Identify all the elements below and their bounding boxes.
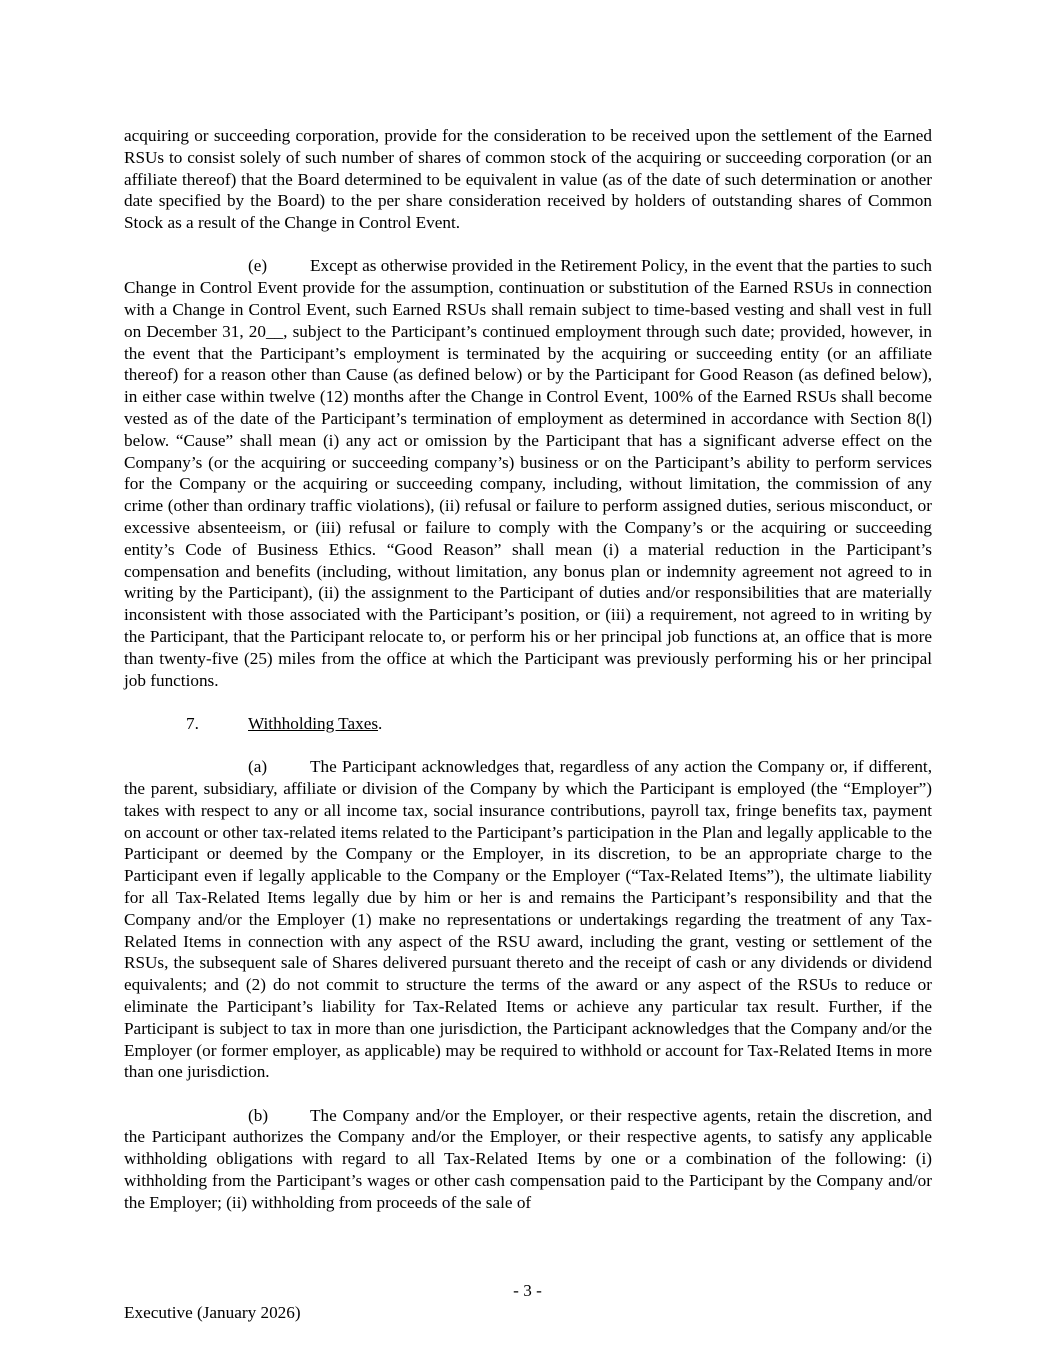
footer-label: Executive (January 2026) xyxy=(124,1303,301,1322)
section-7-heading xyxy=(124,713,932,735)
paragraph-a xyxy=(124,756,932,1083)
paragraph-a-label: (a) xyxy=(248,757,268,777)
paragraph-b-label: (b) xyxy=(248,1105,269,1125)
paragraph-e-text: Except as otherwise provided in the Retirement Policy, in the event that the parties to such Change in Control Event provide for the assumption, continuation or substitution of the Earned RSUs in connection with a Change in Control Event, such Earned RSUs shall remain subject to time-based vesting and shall vest in full on December 31, 20__, subject to the Participant’s continued employment through such date; provided, however, in the event that the Participant’s employment is terminated by the acquiring or succeeding entity (or an affiliate thereof) for a reason other than Cause (as defined below) or by the Participant for Good Reason (as defined below), in either case within twelve (12) months after the Change in Control Event, 100% of the Earned RSUs shall become vested as of the date of the Participant’s termination of employment as determined in accordance with Section 8(l) below. “Cause” shall mean (i) any act or omission by the Participant that has a significant adverse effect on the Company’s (or the acquiring or succeeding company’s) business or on the Participant’s ability to perform services for the Company or the acquiring or succeeding company, including, without limitation, the commission of any crime (other than ordinary traffic violations), (ii) refusal or failure to perform assigned duties, serious misconduct, or excessive absenteeism, or (iii) refusal or failure to comply with the Company’s or the acquiring or succeeding entity’s Code of Business Ethics. “Good Reason” shall mean (i) a material reduction in the Participant’s compensation and benefits (including, without limitation, any bonus plan or indemnity agreement not agreed to in writing by the Participant), (ii) the assignment to the Participant of duties and/or responsibilities that are materially inconsistent with those associated with the Participant’s position, or (iii) a requirement, not agreed to in writing by the Participant, that the Participant relocate to, or perform his or her principal job functions at, an office that is more than twenty-five (25) miles from the office at which the Participant was previously performing his or her principal job functions. xyxy=(124,256,932,690)
paragraph-e xyxy=(124,255,932,691)
continuation-paragraph: acquiring or succeeding corporation, provide for the consideration to be received upon the settlement of the Earned RSUs to consist solely of such number of shares of common stock of the acquiring or succeeding corporation (or an affiliate thereof) that the Board determined to be equivalent in value (as of the date of such determination or another date specified by the Board) to the per share consideration received by holders of outstanding shares of Common Stock as a result of the Change in Control Event. xyxy=(124,126,932,233)
document-body xyxy=(124,125,932,1214)
paragraph-b-text: The Company and/or the Employer, or their respective agents, retain the discretion, and the Participant authorizes the Company and/or the Employer, or their respective agents, to satisfy any applicable withholding obligations with regard to all Tax-Related Items by one or a combination of the following: (i) withholding from the Participant’s wages or other cash compensation paid to the Participant by the Company and/or the Employer; (ii) withholding from proceeds of the sale of xyxy=(124,1105,932,1212)
section-7-title-suffix: . xyxy=(378,713,383,733)
section-7-title: Withholding Taxes xyxy=(248,713,379,733)
paragraph-a-text: The Participant acknowledges that, regardless of any action the Company or, if different, the parent, subsidiary, affiliate or division of the Company by which the Participant is employed (the “Employer”) takes with respect to any or all income tax, social insurance contributions, payroll tax, fringe benefits tax, payment on account or other tax-related items related to the Participant’s participation in the Plan and legally applicable to the Participant or deemed by the Company or the Employer, in its discretion, to be an appropriate charge to the Participant even if legally applicable to the Company or the Employer (“Tax-Related Items”), the ultimate liability for all Tax-Related Items legally due by him or her is and remains the Participant’s responsibility and that the Company and/or the Employer (1) make no representations or undertakings regarding the treatment of any Tax-Related Items in connection with any aspect of the RSU award, including the grant, vesting or settlement of the RSUs, the subsequent sale of Shares delivered pursuant thereto and the receipt of cash or any dividends or dividend equivalents; and (2) do not commit to structure the terms of the award or any aspect of the RSUs to reduce or eliminate the Participant’s liability for Tax-Related Items or achieve any particular tax result. Further, if the Participant is subject to tax in more than one jurisdiction, the Participant acknowledges that the Company and/or the Employer (or former employer, as applicable) may be required to withhold or account for Tax-Related Items in more than one jurisdiction. xyxy=(124,757,932,1082)
paragraph-b xyxy=(124,1105,932,1214)
section-7-number: 7. xyxy=(186,713,199,733)
paragraph-e-label: (e) xyxy=(248,256,268,276)
page-number: - 3 - xyxy=(513,1281,542,1300)
